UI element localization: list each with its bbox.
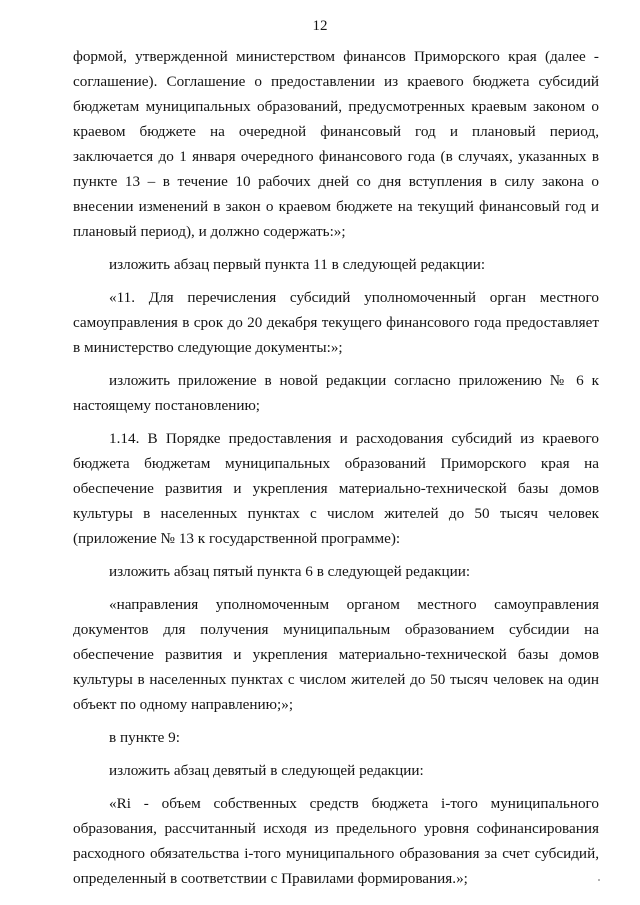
paragraph-amend-item-6: изложить абзац пятый пункта 6 в следующей редакции:	[109, 563, 471, 580]
paragraph-continued: формой, утвержденной министерством финансов Приморского края (далее - соглашение). Соглашение о предоставлении из краевого бюджета субсидий бюджетам муниципальных образований, предусмотренных краевым законом о краевом бюджете на очередной финансовый год и плановый период, заключается до 1 января очередного финансового года (в случаях, указанных в пункте 13 – в течение 10 рабочих дней со дня вступления в силу закона о внесении изменений в закон о краевом бюджете на текущий финансовый год и плановый период), и должно содержать:»;	[73, 48, 599, 240]
paragraph-section-1-14: 1.14. В Порядке предоставления и расходования субсидий из краевого бюджета бюджетам муниципальных образований Приморского края на обеспечение развития и укрепления материально-технической базы домов культуры в населенных пунктах с числом жителей до 50 тысяч человек (приложение № 13 к государственной программе):	[73, 430, 599, 547]
paragraph-amend-ninth: изложить абзац девятый в следующей редакции:	[109, 762, 424, 779]
paragraph-annex-6: изложить приложение в новой редакции согласно приложению № 6 к настоящему постановлению;	[73, 372, 599, 414]
scan-artifact	[598, 879, 600, 881]
paragraph-item-9: в пункте 9:	[109, 729, 180, 746]
paragraph-item-11-text: «11. Для перечисления субсидий уполномоченный орган местного самоуправления в срок до 20 декабря текущего финансового года предоставляет в министерство следующие документы:»;	[73, 289, 599, 356]
paragraph-item-6-text: «направления уполномоченным органом местного самоуправления документов для получения муниципальным образованием субсидии на обеспечение развития и укрепления материально-технической базы домов культуры в населенных пунктах с числом жителей до 50 тысяч человек на один объект по одному направлению;»;	[73, 596, 599, 713]
page-number: 12	[312, 18, 328, 34]
document-body	[73, 44, 599, 899]
paragraph-ri-definition: «Ri - объем собственных средств бюджета i-того муниципального образования, рассчитанный исходя из предельного уровня софинансирования расходного обязательства i-того муниципального образования за счет субсидий, определенный в соответствии с Правилами формирования.»;	[73, 795, 599, 887]
paragraph-amend-item-11: изложить абзац первый пункта 11 в следующей редакции:	[109, 256, 486, 273]
